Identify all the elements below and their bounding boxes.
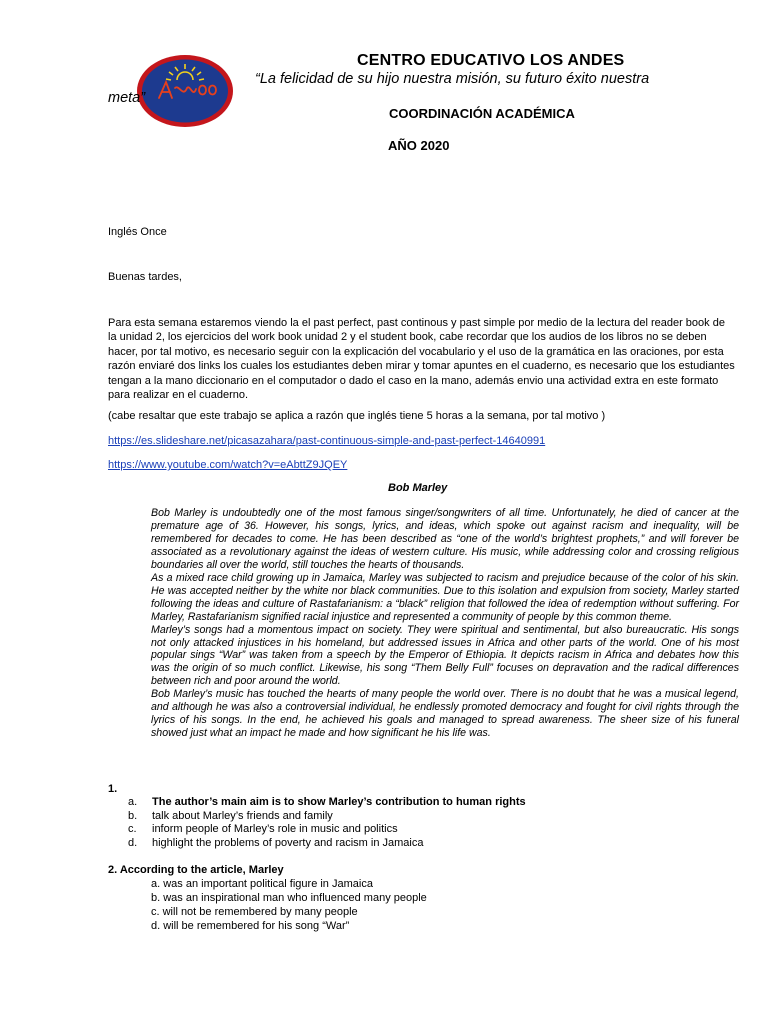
school-name: CENTRO EDUCATIVO LOS ANDES xyxy=(357,52,625,69)
reading-title: Bob Marley xyxy=(388,482,448,494)
greeting: Buenas tardes, xyxy=(108,271,182,283)
question-1-option xyxy=(128,810,526,824)
question-1-option xyxy=(128,796,526,810)
coordination-heading: COORDINACIÓN ACADÉMICA xyxy=(389,106,575,121)
note-paragraph: (cabe resaltar que este trabajo se aplica a razón que inglés tiene 5 horas a la semana, por tal motivo ) xyxy=(108,410,606,422)
question-1-option xyxy=(128,837,526,851)
question-2-title: 2. According to the article, Marley xyxy=(108,864,284,876)
question-2-options xyxy=(151,877,427,933)
option-text: The author’s main aim is to show Marley’s contribution to human rights xyxy=(152,796,526,808)
option-letter: a. xyxy=(128,796,138,808)
youtube-link[interactable]: https://www.youtube.com/watch?v=eAbttZ9JQEY xyxy=(108,459,348,471)
subject-label: Inglés Once xyxy=(108,226,167,238)
reading-paragraph: Bob Marley is undoubtedly one of the most famous singer/songwriters of all time. Unfortunately, he died of cancer at the premature age of 36. However, his songs, lyrics, and ideas, which spoke out against racism and inequality, will be remembered for decades to come. He has been described as “one of the world’s brightest prophets,” and will forever be associated as a revolutionary against the ideas of western culture. His music, while addressing color and crossing religious boundaries all over the world, still touches the hearts of thousands. xyxy=(151,507,739,571)
question-2-option: a. was an important political figure in Jamaica xyxy=(151,878,373,890)
option-text: highlight the problems of poverty and racism in Jamaica xyxy=(152,836,424,849)
motto-line-1: “La felicidad de su hijo nuestra misión, su futuro éxito nuestra xyxy=(255,71,650,87)
option-letter: d. xyxy=(128,836,138,849)
reading-text xyxy=(151,507,739,740)
school-logo xyxy=(135,54,235,128)
option-letter: b. xyxy=(128,809,138,822)
intro-paragraph: Para esta semana estaremos viendo la el past perfect, past continous y past simple por medio de la lectura del reader book de la unidad 2, los ejercicios del work book unidad 2 y el student book, cabe recordar que los audios de los libros no se deben hacer, por tal motivo, es necesario seguir con la explicación del vocabulario y el uso de la gramática en las oraciones, por esta razón enviaré dos links los cuales los estudiantes deben mirar y tomar apuntes en el cuaderno, es necesario que los estudiantes tengan a la mano diccionario en el computador o dado el caso en la mano, además envio una actividad extra en este formato para realizar en el cuaderno. xyxy=(108,317,735,402)
question-1-number: 1. xyxy=(108,783,118,795)
reading-paragraph: Marley’s songs had a momentous impact on society. They were spiritual and sentimental, but also bureaucratic. His songs not only attacked injustices in his homeland, but addressed issues in Africa and other parts of the world. One of his most popular sings “War” was taken from a speech by the Emperor of Ethiopia. It depicts racism in Africa and debates how this was the origin of so much conflict. Likewise, his song “Them Belly Full” focuses on depravation and the radical differences between rich and poor around the world. xyxy=(151,623,739,688)
question-2-option: c. will not be remembered by many people xyxy=(151,906,358,918)
slideshare-link[interactable]: https://es.slideshare.net/picasazahara/past-continuous-simple-and-past-perfect-14640991 xyxy=(108,435,546,447)
year-heading: AÑO 2020 xyxy=(388,138,450,153)
motto-line-2: meta” xyxy=(108,90,146,106)
question-2-option: b. was an inspirational man who influenced many people xyxy=(151,892,427,904)
option-text: talk about Marley’s friends and family xyxy=(152,809,333,822)
option-text: inform people of Marley’s role in music and politics xyxy=(152,823,398,835)
reading-paragraph: Bob Marley’s music has touched the hearts of many people the world over. There is no doubt that he was a musical legend, and although he was also a controversial individual, he endlessly promoted democracy and fought for civil rights through the lyrics of his songs. In the end, he achieved his goals and managed to spread awareness. The sheer size of his funeral showed just what an impact he made and how significant he his life was. xyxy=(151,688,739,740)
option-letter: c. xyxy=(128,823,137,835)
question-1-option xyxy=(128,823,526,837)
reading-paragraph: As a mixed race child growing up in Jamaica, Marley was subjected to racism and prejudice because of the color of his skin. He was accepted neither by the white nor black communities. Due to this isolation and expulsion from society, Marley started following the ideas and culture of Rastafarianism: a “black” religion that followed the idea of redemption without suffering. For Marley, Rastafarianism signified racial injustice and represented a community of people by this common theme. xyxy=(151,571,739,623)
question-1-options xyxy=(128,796,526,850)
question-2-option: d. will be remembered for his song “War” xyxy=(151,920,350,932)
